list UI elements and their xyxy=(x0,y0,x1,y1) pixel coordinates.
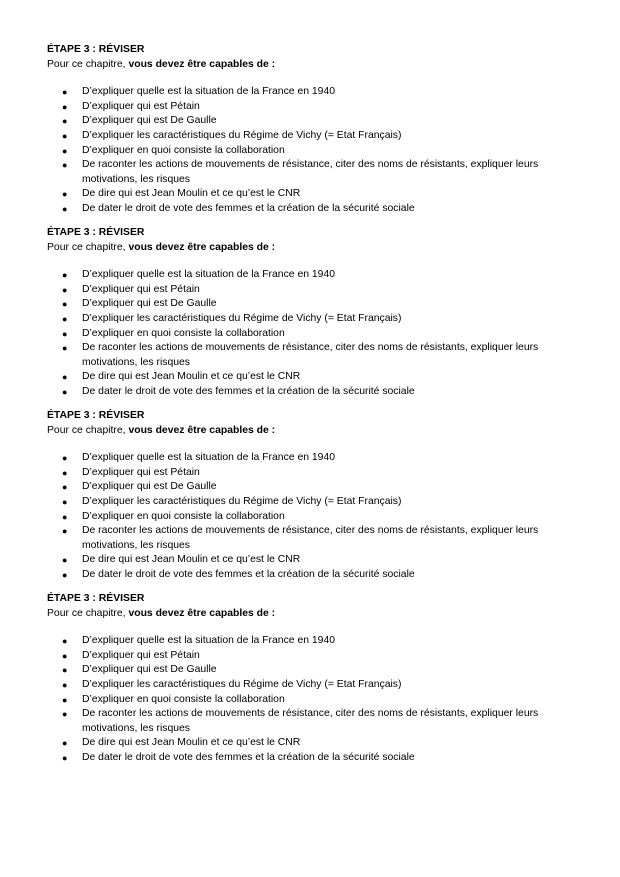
section-title: ÉTAPE 3 : RÉVISER xyxy=(47,593,145,604)
list-item: ● D’expliquer qui est De Gaulle xyxy=(47,663,562,678)
list-item: ● D’expliquer les caractéristiques du Régime de Vichy (= Etat Français) xyxy=(47,312,562,327)
bullet-icon: ● xyxy=(62,328,68,339)
section-intro xyxy=(47,58,562,73)
section-intro xyxy=(47,424,562,439)
list-item: ● De raconter les actions de mouvements de résistance, citer des noms de résistants, expliquer leurs motivations, les risques xyxy=(62,342,539,368)
list-item: ● D’expliquer les caractéristiques du Régime de Vichy (= Etat Français) xyxy=(47,129,562,144)
list-item: ● De raconter les actions de mouvements de résistance, citer des noms de résistants, expliquer leurs motivations, les risques xyxy=(62,525,539,551)
bullet-icon: ● xyxy=(62,101,68,112)
bullet-icon: ● xyxy=(62,453,68,464)
bullet-icon: ● xyxy=(62,284,68,295)
bullet-icon: ● xyxy=(62,372,68,383)
intro-bold: vous devez être capables de : xyxy=(128,424,276,436)
revision-section-1 xyxy=(47,43,562,217)
objectives-list xyxy=(47,634,562,765)
bullet-icon: ● xyxy=(62,467,68,478)
list-item: ● D’expliquer en quoi consiste la collaboration xyxy=(47,327,562,342)
bullet-icon: ● xyxy=(62,482,68,493)
bullet-icon: ● xyxy=(62,116,68,127)
revision-section-3 xyxy=(47,409,562,583)
revision-section-2 xyxy=(47,226,562,400)
list-item: ● De dire qui est Jean Moulin et ce qu’est le CNR xyxy=(47,553,562,568)
intro-bold: vous devez être capables de : xyxy=(128,241,276,253)
bullet-icon: ● xyxy=(62,752,68,763)
list-item: ● D’expliquer qui est Pétain xyxy=(47,649,562,664)
objectives-list xyxy=(47,268,562,399)
bullet-icon: ● xyxy=(62,679,68,690)
bullet-icon: ● xyxy=(62,650,68,661)
bullet-icon: ● xyxy=(62,694,68,705)
list-item: ● De dire qui est Jean Moulin et ce qu’est le CNR xyxy=(47,736,562,751)
intro-prefix: Pour ce chapitre, xyxy=(47,424,129,436)
intro-prefix: Pour ce chapitre, xyxy=(47,607,129,619)
bullet-icon: ● xyxy=(62,569,68,580)
section-intro xyxy=(47,241,562,256)
list-item: ● De dater le droit de vote des femmes et la création de la sécurité sociale xyxy=(47,751,562,766)
bullet-icon: ● xyxy=(62,189,68,200)
list-item: ● D’expliquer qui est Pétain xyxy=(47,283,562,298)
section-title: ÉTAPE 3 : RÉVISER xyxy=(47,227,145,238)
bullet-icon: ● xyxy=(62,526,68,537)
bullet-icon: ● xyxy=(62,270,68,281)
list-item: ● D’expliquer qui est Pétain xyxy=(47,466,562,481)
list-item: ● De raconter les actions de mouvements de résistance, citer des noms de résistants, expliquer leurs motivations, les risques xyxy=(62,159,539,185)
bullet-icon: ● xyxy=(62,665,68,676)
list-item: ● De raconter les actions de mouvements de résistance, citer des noms de résistants, expliquer leurs motivations, les risques xyxy=(62,708,539,734)
bullet-icon: ● xyxy=(62,313,68,324)
intro-bold: vous devez être capables de : xyxy=(128,58,276,70)
bullet-icon: ● xyxy=(62,145,68,156)
section-title: ÉTAPE 3 : RÉVISER xyxy=(47,410,145,421)
list-item: ● D’expliquer qui est De Gaulle xyxy=(47,297,562,312)
bullet-icon: ● xyxy=(62,496,68,507)
revision-section-4 xyxy=(47,592,562,766)
intro-prefix: Pour ce chapitre, xyxy=(47,58,129,70)
bullet-icon: ● xyxy=(62,555,68,566)
bullet-icon: ● xyxy=(62,709,68,720)
list-item: ● De dater le droit de vote des femmes et la création de la sécurité sociale xyxy=(47,202,562,217)
list-item: ● D’expliquer quelle est la situation de la France en 1940 xyxy=(47,268,562,283)
bullet-icon: ● xyxy=(62,130,68,141)
section-intro xyxy=(47,607,562,622)
section-title: ÉTAPE 3 : RÉVISER xyxy=(47,44,145,55)
list-item: ● D’expliquer en quoi consiste la collaboration xyxy=(47,144,562,159)
bullet-icon: ● xyxy=(62,636,68,647)
bullet-icon: ● xyxy=(62,203,68,214)
list-item: ● D’expliquer en quoi consiste la collaboration xyxy=(47,693,562,708)
list-item: ● De dire qui est Jean Moulin et ce qu’est le CNR xyxy=(47,187,562,202)
bullet-icon: ● xyxy=(62,386,68,397)
intro-bold: vous devez être capables de : xyxy=(128,607,276,619)
bullet-icon: ● xyxy=(62,511,68,522)
bullet-icon: ● xyxy=(62,160,68,171)
objectives-list xyxy=(47,451,562,582)
intro-prefix: Pour ce chapitre, xyxy=(47,241,129,253)
list-item: ● De dater le droit de vote des femmes et la création de la sécurité sociale xyxy=(47,568,562,583)
list-item: ● D’expliquer qui est De Gaulle xyxy=(47,480,562,495)
list-item: ● D’expliquer qui est Pétain xyxy=(47,100,562,115)
objectives-list xyxy=(47,85,562,216)
list-item: ● De dater le droit de vote des femmes et la création de la sécurité sociale xyxy=(47,385,562,400)
list-item: ● D’expliquer les caractéristiques du Régime de Vichy (= Etat Français) xyxy=(47,495,562,510)
bullet-icon: ● xyxy=(62,87,68,98)
list-item: ● D’expliquer quelle est la situation de la France en 1940 xyxy=(47,451,562,466)
list-item: ● D’expliquer les caractéristiques du Régime de Vichy (= Etat Français) xyxy=(47,678,562,693)
list-item: ● De dire qui est Jean Moulin et ce qu’est le CNR xyxy=(47,370,562,385)
bullet-icon: ● xyxy=(62,738,68,749)
list-item: ● D’expliquer qui est De Gaulle xyxy=(47,114,562,129)
bullet-icon: ● xyxy=(62,299,68,310)
list-item: ● D’expliquer quelle est la situation de la France en 1940 xyxy=(47,634,562,649)
list-item: ● D’expliquer en quoi consiste la collaboration xyxy=(47,510,562,525)
list-item: ● D’expliquer quelle est la situation de la France en 1940 xyxy=(47,85,562,100)
bullet-icon: ● xyxy=(62,343,68,354)
